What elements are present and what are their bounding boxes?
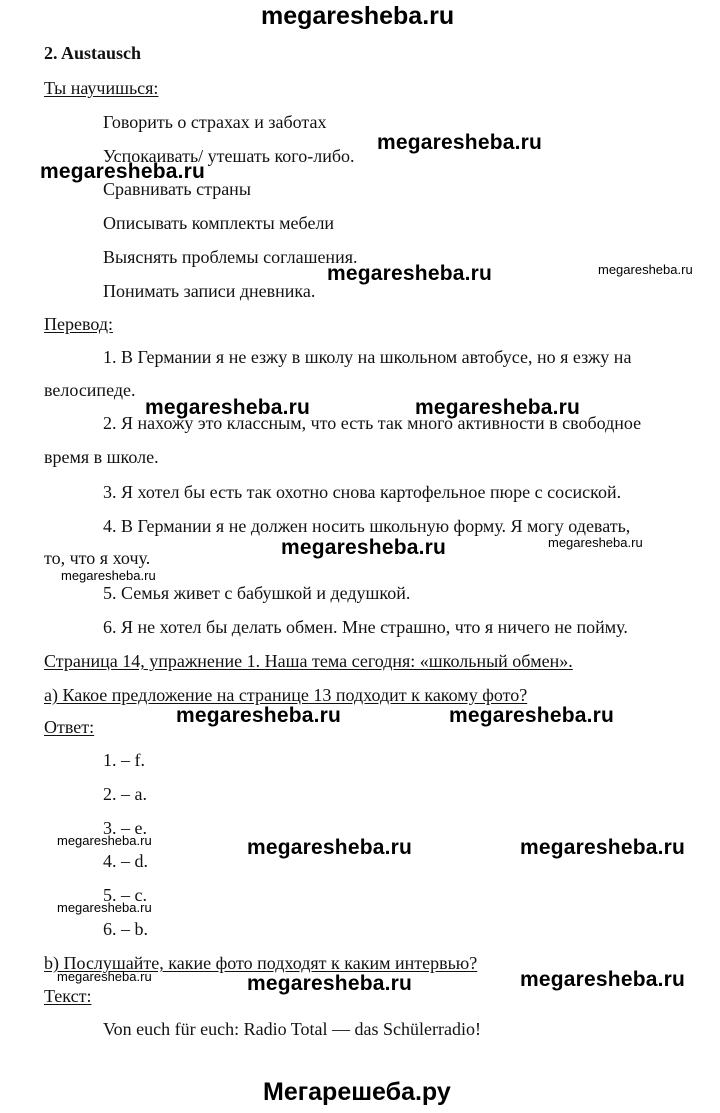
answer-item: 1. – f. bbox=[103, 750, 145, 770]
exercise-title: Страница 14, упражнение 1. Наша тема сегодня: «школьный обмен». bbox=[44, 651, 573, 671]
watermark: megaresheba.ru bbox=[377, 131, 543, 154]
watermark: megaresheba.ru bbox=[247, 972, 413, 995]
translation-sentence: 2. Я нахожу это классным, что есть так много активности в свободное bbox=[103, 413, 642, 433]
translation-sentence: 4. В Германии я не должен носить школьную форму. Я могу одевать, bbox=[103, 516, 631, 536]
watermark: megaresheba.ru bbox=[449, 704, 615, 727]
learn-item: Сравнивать страны bbox=[103, 179, 251, 199]
watermark: megaresheba.ru bbox=[145, 396, 311, 419]
answer-item: 4. – d. bbox=[103, 851, 148, 871]
translation-sentence: 5. Семья живет с бабушкой и дедушкой. bbox=[103, 583, 411, 603]
learn-heading: Ты научишься: bbox=[44, 78, 159, 98]
site-footer: Мегарешеба.ру bbox=[263, 1078, 451, 1106]
watermark: megaresheba.ru bbox=[40, 160, 206, 183]
watermark-small: megaresheba.ru bbox=[598, 262, 693, 277]
answer-item: 2. – a. bbox=[103, 784, 147, 804]
watermark-small: megaresheba.ru bbox=[57, 900, 152, 915]
text-line: Von euch für euch: Radio Total — das Schülerradio! bbox=[103, 1019, 481, 1039]
watermark: megaresheba.ru bbox=[415, 396, 581, 419]
translation-sentence: 6. Я не хотел бы делать обмен. Мне страшно, что я ничего не пойму. bbox=[103, 617, 628, 637]
answer-item: 5. – c. bbox=[103, 885, 147, 905]
answer-label: Ответ: bbox=[44, 717, 95, 737]
watermark-small: megaresheba.ru bbox=[57, 833, 152, 848]
watermark: megaresheba.ru bbox=[327, 262, 493, 285]
learn-item: Выяснять проблемы соглашения. bbox=[103, 247, 358, 267]
site-header: megaresheba.ru bbox=[261, 2, 455, 30]
learn-item: Говорить о страхах и заботах bbox=[103, 112, 327, 132]
exercise-part-a: а) Какое предложение на странице 13 подходит к какому фото? bbox=[44, 685, 528, 705]
watermark-small: megaresheba.ru bbox=[57, 969, 152, 984]
learn-item: Описывать комплекты мебели bbox=[103, 213, 335, 233]
watermark: megaresheba.ru bbox=[281, 536, 447, 559]
text-label: Текст: bbox=[44, 986, 92, 1006]
translation-sentence: велосипеде. bbox=[44, 380, 136, 400]
learn-item: Понимать записи дневника. bbox=[103, 281, 316, 301]
learn-item: Успокаивать/ утешать кого-либо. bbox=[103, 146, 355, 166]
answer-item: 3. – e. bbox=[103, 818, 147, 838]
watermark: megaresheba.ru bbox=[176, 704, 342, 727]
section-title: 2. Austausch bbox=[44, 43, 142, 63]
translation-sentence: 3. Я хотел бы есть так охотно снова картофельное пюре с сосиской. bbox=[103, 482, 622, 502]
translation-sentence: 1. В Германии я не езжу в школу на школьном автобусе, но я езжу на bbox=[103, 347, 632, 367]
translation-heading: Перевод: bbox=[44, 314, 113, 334]
watermark: megaresheba.ru bbox=[520, 968, 686, 991]
watermark: megaresheba.ru bbox=[520, 836, 686, 859]
translation-sentence: время в школе. bbox=[44, 447, 159, 467]
watermark: megaresheba.ru bbox=[247, 836, 413, 859]
watermark-small: megaresheba.ru bbox=[548, 535, 643, 550]
translation-sentence: то, что я хочу. bbox=[44, 548, 151, 568]
exercise-part-b: b) Послушайте, какие фото подходят к каким интервью? bbox=[44, 953, 478, 973]
answer-item: 6. – b. bbox=[103, 919, 148, 939]
watermark-small: megaresheba.ru bbox=[61, 568, 156, 583]
